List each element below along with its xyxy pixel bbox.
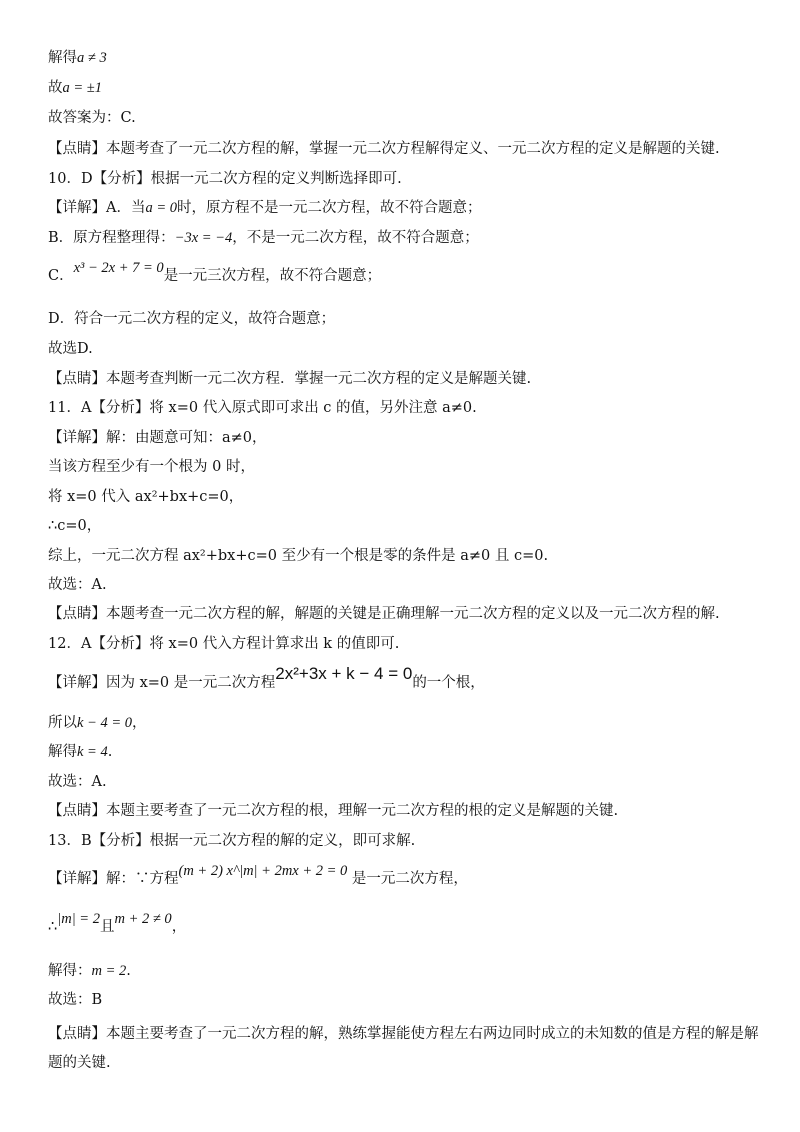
text-line: 【点睛】本题考查一元二次方程的解，解题的关键是正确理解一元二次方程的定义以及一元二次方程的解. (48, 606, 720, 622)
text-line (48, 664, 760, 693)
text: . (126, 963, 131, 979)
text: . (107, 744, 113, 760)
text: 是一元二次方程， (347, 871, 468, 887)
text: 【详解】解：∵方程 (48, 871, 179, 887)
text-line: 12．A【分析】将 x=0 代入方程计算求出 k 的值即可. (48, 636, 400, 652)
text-line: ∴c=0， (48, 518, 102, 534)
text-line: 13．B【分析】根据一元二次方程的解的定义，即可求解. (48, 833, 416, 849)
text-line (48, 228, 760, 248)
text-line: 11．A【分析】将 x=0 代入原式即可求出 c 的值，另外注意 a≠0. (48, 400, 477, 416)
text-line: 故答案为：C. (48, 110, 136, 126)
text-line (48, 961, 760, 981)
text-line: 故选：A. (48, 577, 107, 593)
math-expression: k − 4 = 0 (77, 715, 133, 731)
math-expression: −3x = −4 (174, 230, 233, 246)
text: 是一元三次方程，故不符合题意； (163, 268, 382, 284)
text-line: 【详解】解：由题意可知：a≠0， (48, 430, 267, 446)
text-line (48, 48, 760, 68)
text-line (48, 742, 760, 762)
text: 解得 (48, 744, 77, 760)
math-expression: 2x²+3x + k − 4 = 0 (275, 664, 413, 683)
text: 解得： (48, 963, 92, 979)
text-line: 故选：A. (48, 774, 107, 790)
text: ∴ (48, 919, 58, 935)
math-expression: k = 4 (77, 744, 108, 760)
text-line (48, 863, 760, 889)
math-expression: a = ±1 (62, 80, 102, 96)
text-line: D．符合一元二次方程的定义，故符合题意； (48, 311, 336, 327)
text-line: 故选D. (48, 341, 93, 357)
text: ， (171, 919, 187, 935)
math-expression: m + 2 ≠ 0 (114, 911, 172, 927)
text-line (48, 713, 760, 733)
text-line (48, 198, 760, 218)
text-line (48, 78, 760, 98)
text-line: 【点睛】本题主要考查了一元二次方程的根，理解一元二次方程的根的定义是解题的关键. (48, 803, 619, 819)
text-line: 将 x=0 代入 ax²+bx+c=0， (48, 489, 244, 505)
text: 的一个根， (412, 675, 485, 691)
text: ， (132, 715, 147, 731)
text-line: 当该方程至少有一个根为 0 时， (48, 459, 255, 475)
text-line (48, 260, 760, 286)
text: 解得 (48, 50, 77, 66)
text-line (48, 911, 760, 937)
text: C． (48, 268, 74, 284)
text: 且 (99, 919, 115, 935)
text-line: 综上，一元二次方程 ax²+bx+c=0 至少有一个根是零的条件是 a≠0 且 c=0. (48, 548, 549, 564)
math-expression: a ≠ 3 (77, 50, 107, 66)
math-expression: |m| = 2 (57, 911, 100, 927)
text-line: 【点睛】本题主要考查了一元二次方程的解，熟练掌握能使方程左右两边同时成立的未知数的值是方程的解是解题的关键. (48, 1026, 759, 1071)
text: B．原方程整理得： (48, 230, 175, 246)
text-line: 【点睛】本题考查了一元二次方程的解，掌握一元二次方程解得定义、一元二次方程的定义是解题的关键. (48, 141, 720, 157)
math-expression: x³ − 2x + 7 = 0 (73, 260, 164, 276)
text-line: 【点睛】本题考查判断一元二次方程．掌握一元二次方程的定义是解题关键. (48, 371, 532, 387)
text: ，不是一元二次方程，故不符合题意； (232, 230, 479, 246)
text-line: 10．D【分析】根据一元二次方程的定义判断选择即可. (48, 171, 402, 187)
text-line: 故选：B (48, 992, 103, 1008)
math-expression: a = 0 (145, 200, 178, 216)
math-expression: (m + 2) x^|m| + 2mx + 2 = 0 (178, 863, 348, 879)
text: 时，原方程不是一元二次方程，故不符合题意； (177, 200, 482, 216)
math-expression: m = 2 (91, 963, 127, 979)
text: 所以 (48, 715, 77, 731)
text: 【详解】因为 x=0 是一元二次方程 (48, 675, 276, 691)
text: 故 (48, 80, 63, 96)
text: 【详解】A．当 (48, 200, 146, 216)
